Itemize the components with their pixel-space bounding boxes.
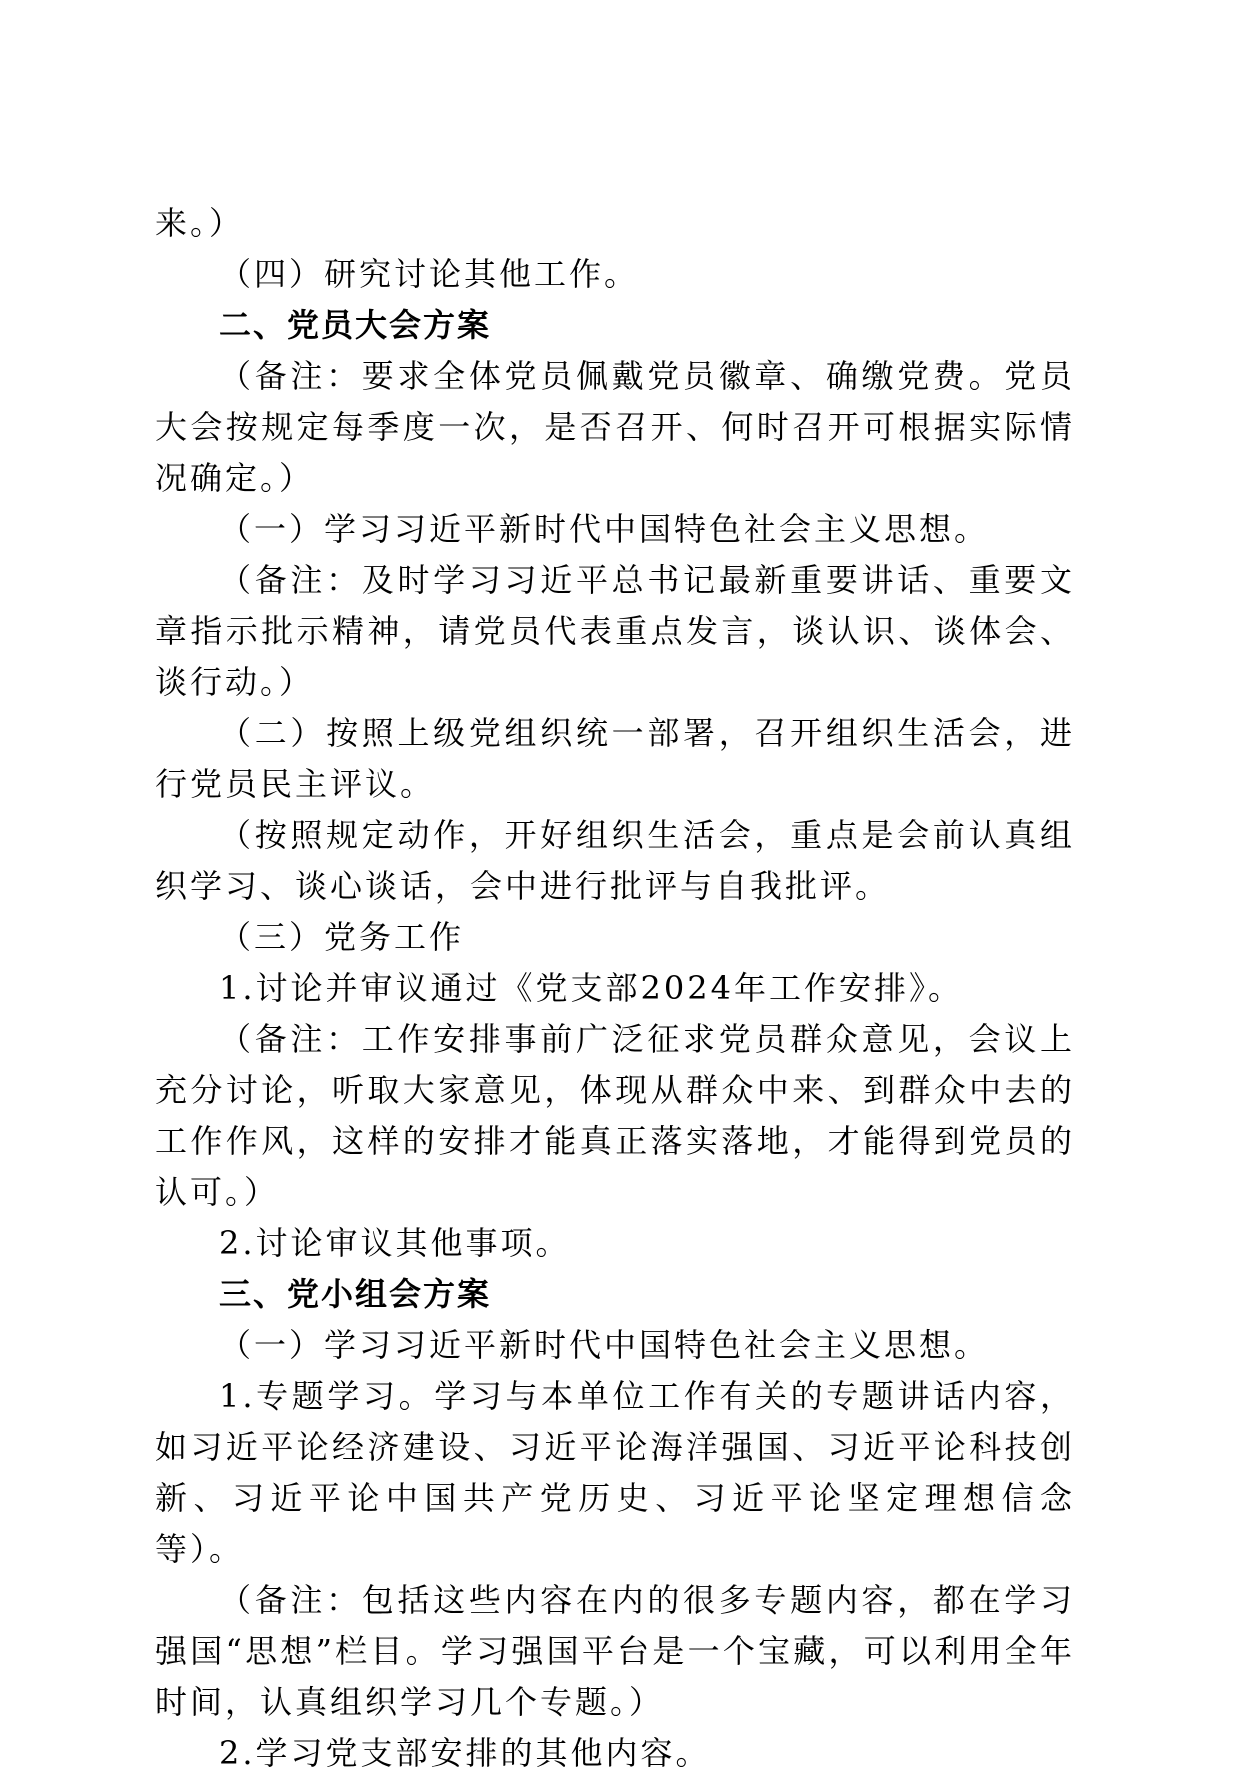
section-heading-3: 三、党小组会方案 bbox=[219, 1275, 492, 1313]
paragraph-note: （备注：及时学习习近平总书记最新重要讲话、重要文章指示批示精神，请党员代表重点发言，谈认识、谈体会、谈行动。） bbox=[155, 561, 1075, 701]
paragraph-subitem: 1.讨论并审议通过《党支部2024年工作安排》。 bbox=[219, 969, 963, 1007]
paragraph-subitem: 2.讨论审议其他事项。 bbox=[219, 1224, 571, 1262]
paragraph-item: （三）党务工作 bbox=[219, 918, 465, 956]
paragraph-note: （备注：工作安排事前广泛征求党员群众意见，会议上充分讨论，听取大家意见，体现从群众中来、到群众中去的工作作风，这样的安排才能真正落实落地，才能得到党员的认可。） bbox=[155, 1020, 1075, 1211]
section-heading-2: 二、党员大会方案 bbox=[219, 306, 492, 344]
paragraph-item: （二）按照上级党组织统一部署，召开组织生活会，进行党员民主评议。 bbox=[155, 714, 1075, 803]
paragraph-subitem: 1.专题学习。学习与本单位工作有关的专题讲话内容，如习近平论经济建设、习近平论海洋强国、习近平论科技创新、习近平论中国共产党历史、习近平论坚定理想信念等）。 bbox=[155, 1377, 1075, 1568]
paragraph-item: （一）学习习近平新时代中国特色社会主义思想。 bbox=[219, 510, 990, 548]
paragraph-continuation: 来。） bbox=[155, 204, 245, 242]
paragraph-item: （一）学习习近平新时代中国特色社会主义思想。 bbox=[219, 1326, 990, 1364]
paragraph-subitem: 2.学习党支部安排的其他内容。 bbox=[219, 1734, 711, 1772]
paragraph-note: （备注：要求全体党员佩戴党员徽章、确缴党费。党员大会按规定每季度一次，是否召开、何时召开可根据实际情况确定。） bbox=[155, 357, 1075, 497]
paragraph-item-four: （四）研究讨论其他工作。 bbox=[219, 255, 640, 293]
paragraph-note: （备注：包括这些内容在内的很多专题内容，都在学习强国“思想”栏目。学习强国平台是一个宝藏，可以利用全年时间，认真组织学习几个专题。） bbox=[155, 1581, 1075, 1721]
paragraph-note: （按照规定动作，开好组织生活会，重点是会前认真组织学习、谈心谈话，会中进行批评与自我批评。 bbox=[155, 816, 1075, 905]
document-body bbox=[155, 198, 1075, 1779]
